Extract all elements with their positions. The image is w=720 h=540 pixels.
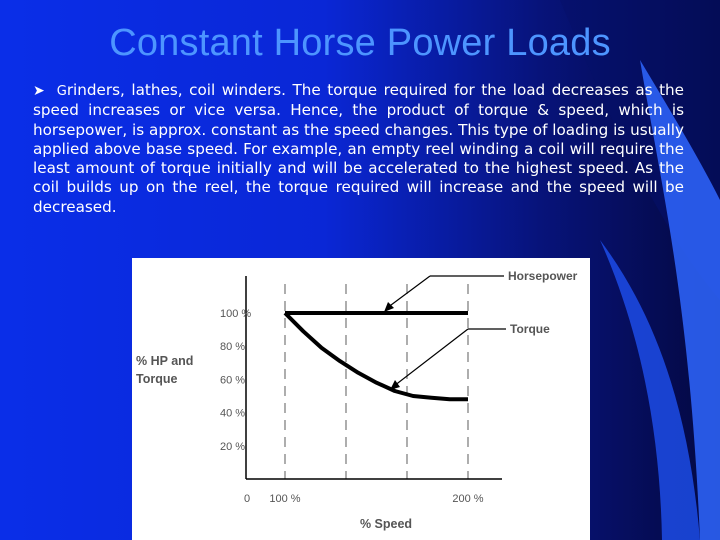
- y-tick-label: 60 %: [220, 374, 246, 387]
- bullet-text: rinders, lathes, coil winders. The torque required for the load decreases as the speed increases or vice versa. Hence, the product of torque & speed, which is horsepower, is approx. constant as the speed changes. This type of loading is usually applied above base speed. For example, an empty reel winding a coil will require the least amount of torque initially and will be accelerated to the highest speed. As the coil builds up on the reel, the torque required will increase and the speed will be decreased.: [33, 81, 684, 216]
- torque-callout-line: [394, 329, 468, 386]
- y-tick-label: 80 %: [220, 341, 246, 354]
- y-tick-label: 20 %: [220, 440, 246, 453]
- y-tick-label: 40 %: [220, 407, 246, 420]
- x-tick-label: 100 %: [269, 493, 301, 505]
- chart: [132, 258, 590, 540]
- horsepower-callout-line: [387, 276, 430, 308]
- chart-svg: [132, 258, 590, 540]
- bullet-paragraph: [33, 81, 684, 217]
- torque-legend-label: Torque: [510, 322, 550, 336]
- torque-callout-arrowhead: [390, 380, 400, 390]
- x-tick-label: 0: [243, 493, 251, 505]
- bullet-first-letter: G: [56, 84, 67, 99]
- x-tick-label: 200 %: [452, 493, 484, 505]
- y-tick-label: 100 %: [220, 308, 252, 320]
- y-axis-label: Torque: [136, 372, 178, 386]
- slide-title: Constant Horse Power Loads: [109, 22, 611, 64]
- x-axis-label: % Speed: [359, 517, 413, 531]
- y-axis-label: % HP and: [136, 354, 194, 368]
- torque-curve: [285, 313, 468, 399]
- horsepower-legend-label: Horsepower: [508, 269, 578, 283]
- arrowhead-bullet-icon: ➤: [33, 83, 45, 99]
